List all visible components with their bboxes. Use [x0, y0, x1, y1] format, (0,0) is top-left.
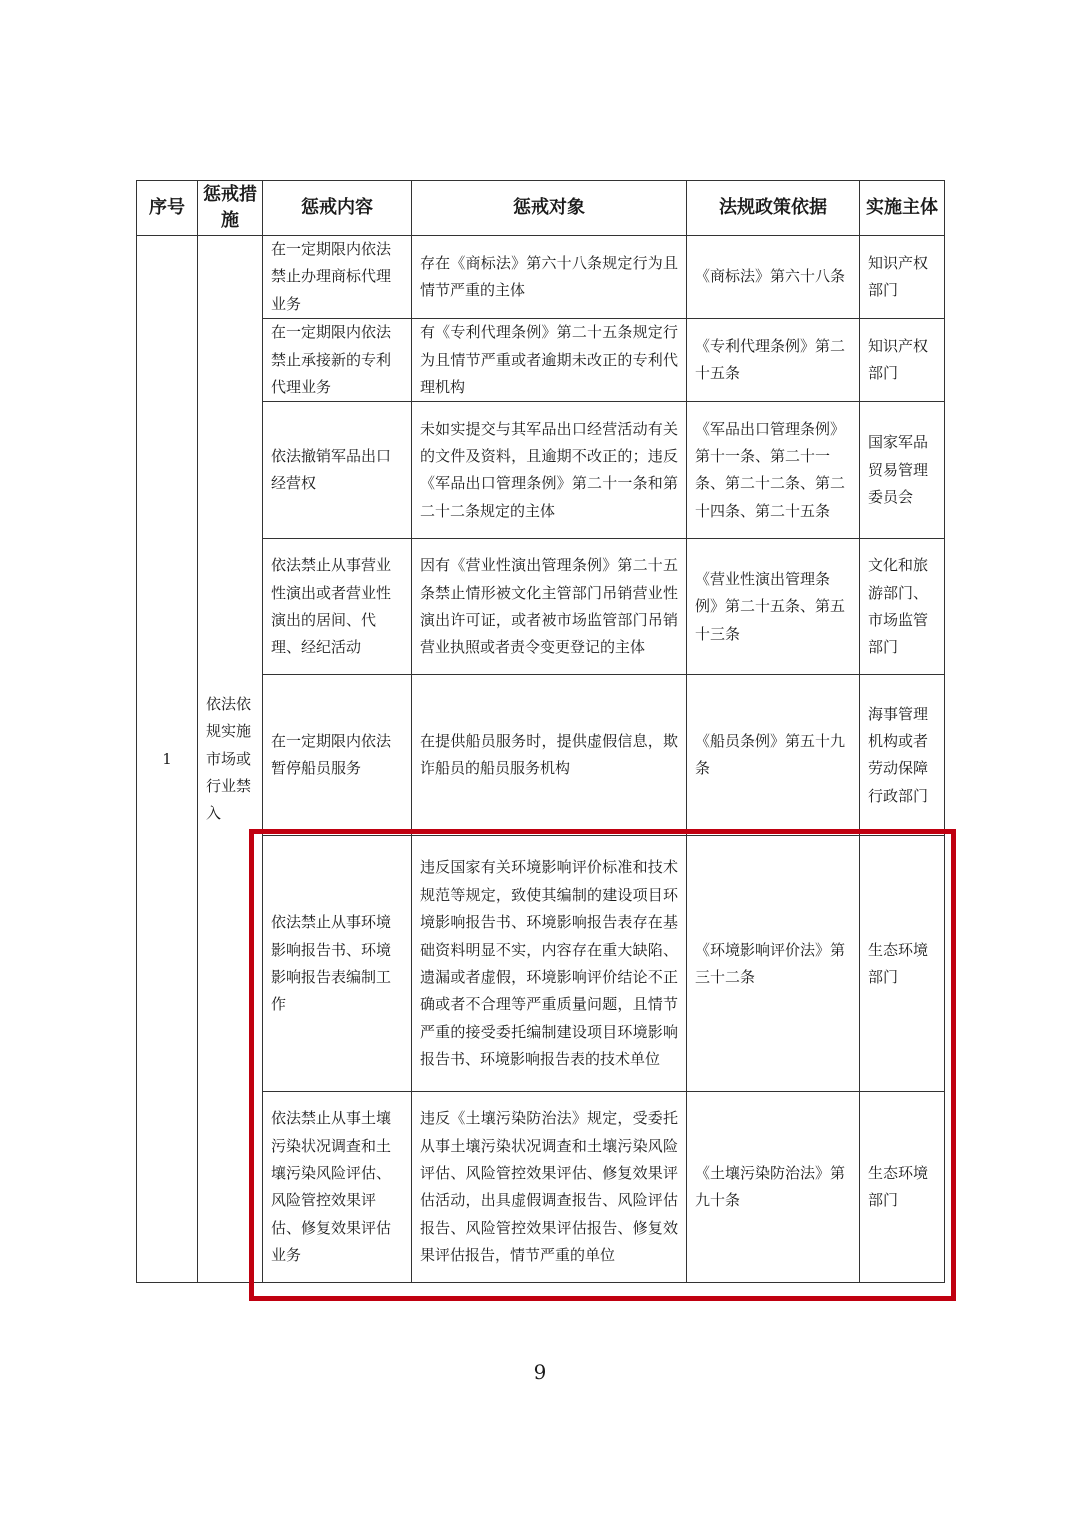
basis-cell: 《军品出口管理条例》第十一条、第二十一条、第二十二条、第二十四条、第二十五条	[687, 402, 860, 539]
dept-cell: 知识产权部门	[860, 236, 945, 319]
content-cell: 在一定期限内依法禁止办理商标代理业务	[263, 236, 412, 319]
header-measure: 惩戒措施	[198, 181, 263, 236]
target-cell: 有《专利代理条例》第二十五条规定行为且情节严重或者逾期未改正的专利代理机构	[412, 319, 687, 402]
target-cell: 违反国家有关环境影响评价标准和技术规范等规定，致使其编制的建设项目环境影响报告书、环境影响报告表存在基础资料明显不实，内容存在重大缺陷、遗漏或者虚假，环境影响评价结论不正确或者不合理等严重质量问题，且情节严重的接受委托编制建设项目环境影响报告书、环境影响报告表的技术单位	[412, 836, 687, 1092]
measure-cell: 依法依规实施市场或行业禁入	[198, 236, 263, 1283]
dept-cell: 生态环境部门	[860, 1092, 945, 1283]
dept-cell: 国家军品贸易管理委员会	[860, 402, 945, 539]
dept-cell: 文化和旅游部门、市场监管部门	[860, 539, 945, 675]
table-row	[137, 236, 945, 319]
dept-cell: 生态环境部门	[860, 836, 945, 1092]
basis-cell: 《商标法》第六十八条	[687, 236, 860, 319]
content-cell: 依法禁止从事土壤污染状况调查和土壤污染风险评估、风险管控效果评估、修复效果评估业务	[263, 1092, 412, 1283]
basis-cell: 《土壤污染防治法》第九十条	[687, 1092, 860, 1283]
target-cell: 因有《营业性演出管理条例》第二十五条禁止情形被文化主管部门吊销营业性演出许可证，或者被市场监管部门吊销营业执照或者责令变更登记的主体	[412, 539, 687, 675]
content-cell: 依法撤销军品出口经营权	[263, 402, 412, 539]
target-cell: 在提供船员服务时，提供虚假信息，欺诈船员的船员服务机构	[412, 675, 687, 836]
basis-cell: 《营业性演出管理条例》第二十五条、第五十三条	[687, 539, 860, 675]
content-cell: 依法禁止从事环境影响报告书、环境影响报告表编制工作	[263, 836, 412, 1092]
target-cell: 违反《土壤污染防治法》规定，受委托从事土壤污染状况调查和土壤污染风险评估、风险管控效果评估、修复效果评估活动，出具虚假调查报告、风险评估报告、风险管控效果评估报告、修复效果评估报告，情节严重的单位	[412, 1092, 687, 1283]
basis-cell: 《环境影响评价法》第三十二条	[687, 836, 860, 1092]
header-target: 惩戒对象	[412, 181, 687, 236]
basis-cell: 《专利代理条例》第二十五条	[687, 319, 860, 402]
target-cell: 未如实提交与其军品出口经营活动有关的文件及资料，且逾期不改正的；违反《军品出口管理条例》第二十一条和第二十二条规定的主体	[412, 402, 687, 539]
content-cell: 在一定期限内依法禁止承接新的专利代理业务	[263, 319, 412, 402]
content-cell: 在一定期限内依法暂停船员服务	[263, 675, 412, 836]
header-dept: 实施主体	[860, 181, 945, 236]
dept-cell: 知识产权部门	[860, 319, 945, 402]
header-seq: 序号	[137, 181, 198, 236]
penalty-table	[136, 180, 945, 1283]
header-basis: 法规政策依据	[687, 181, 860, 236]
dept-cell: 海事管理机构或者劳动保障行政部门	[860, 675, 945, 836]
seq-number-cell: 1	[137, 236, 198, 1283]
page-number: 9	[533, 1360, 547, 1384]
content-cell: 依法禁止从事营业性演出或者营业性演出的居间、代理、经纪活动	[263, 539, 412, 675]
header-content: 惩戒内容	[263, 181, 412, 236]
basis-cell: 《船员条例》第五十九条	[687, 675, 860, 836]
table-header-row	[137, 181, 945, 236]
target-cell: 存在《商标法》第六十八条规定行为且情节严重的主体	[412, 236, 687, 319]
